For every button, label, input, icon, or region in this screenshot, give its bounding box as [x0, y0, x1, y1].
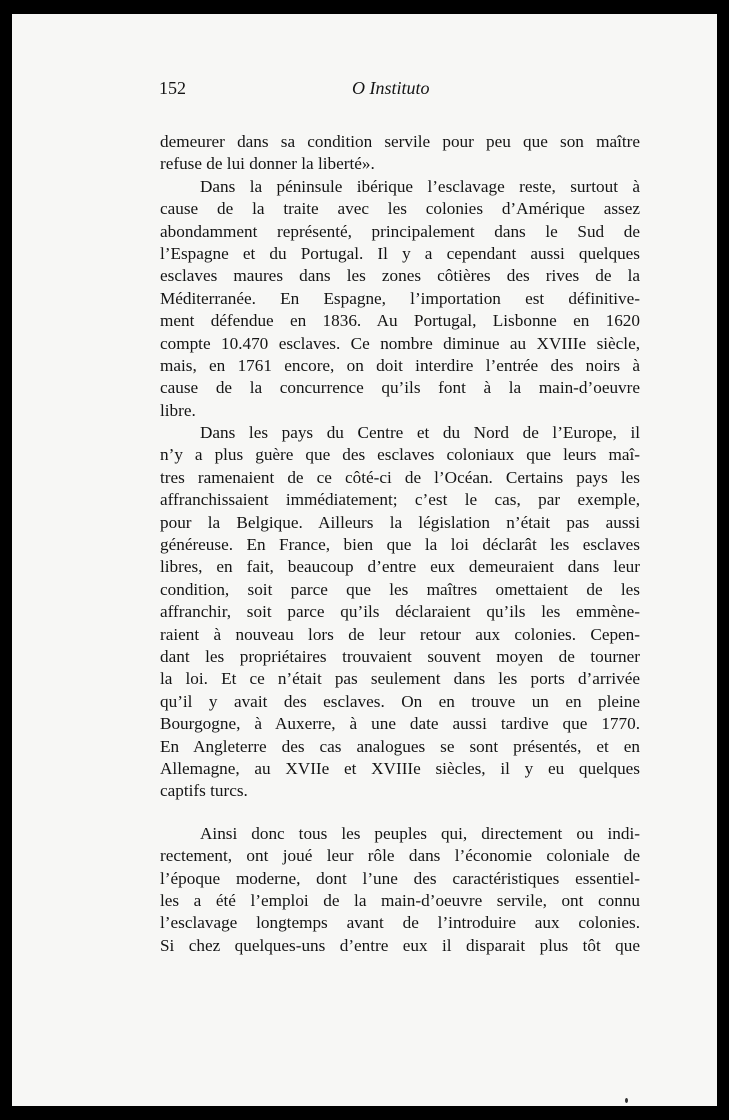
- body-text: [160, 131, 640, 957]
- text-line: généreuse. En France, bien que la loi déclarât les esclaves: [160, 535, 640, 555]
- text-line: Dans les pays du Centre et du Nord de l’Europe, il: [200, 423, 640, 443]
- text-line: compte 10.470 esclaves. Ce nombre diminue au XVIIIe siècle,: [160, 333, 640, 353]
- text-line: libre.: [160, 400, 196, 420]
- text-line: cause de la concurrence qu’ils font à la main-d’oeuvre: [160, 378, 640, 398]
- text-line: Si chez quelques-uns d’entre eux il disparait plus tôt que: [160, 935, 640, 955]
- text-line: l’époque moderne, dont l’une des caractéristiques essentiel-: [160, 868, 640, 888]
- text-line: l’Espagne et du Portugal. Il y a cependant aussi quelques: [160, 243, 640, 263]
- paragraph: [160, 422, 640, 803]
- text-line: affranchir, soit parce qu’ils déclaraient qu’ils les emmène-: [160, 602, 640, 622]
- text-line: Allemagne, au XVIIe et XVIIIe siècles, il y eu quelques: [160, 758, 640, 778]
- text-line: En Angleterre des cas analogues se sont présentés, et en: [160, 736, 640, 756]
- text-line: mais, en 1761 encore, on doit interdire l’entrée des noirs à: [160, 355, 640, 375]
- text-line: Ainsi donc tous les peuples qui, directement ou indi-: [200, 823, 640, 843]
- text-line: tres ramenaient de ce côté-ci de l’Océan. Certains pays les: [160, 467, 640, 487]
- ink-speck: [625, 1098, 628, 1103]
- text-line: l’esclavage longtemps avant de l’introduire aux colonies.: [160, 913, 640, 933]
- text-line: esclaves maures dans les zones côtières des rives de la: [160, 266, 640, 286]
- text-line: raient à nouveau lors de leur retour aux colonies. Cepen-: [160, 624, 640, 644]
- text-line: condition, soit parce que les maîtres omettaient de les: [160, 579, 640, 599]
- text-line: libres, en fait, beaucoup d’entre eux demeuraient dans leur: [160, 557, 640, 577]
- text-line: rectement, ont joué leur rôle dans l’économie coloniale de: [160, 846, 640, 866]
- text-line: refuse de lui donner la liberté».: [160, 154, 375, 174]
- paragraph: [160, 176, 640, 422]
- text-line: la loi. Et ce n’était pas seulement dans les ports d’arrivée: [160, 669, 640, 689]
- text-line: Dans la péninsule ibérique l’esclavage reste, surtout à: [200, 176, 640, 196]
- text-line: affranchissaient immédiatement; c’est le cas, par exemple,: [160, 490, 640, 510]
- text-line: les a été l’emploi de la main-d’oeuvre servile, ont connu: [160, 890, 640, 910]
- text-line: n’y a plus guère que des esclaves coloniaux que leurs maî-: [160, 445, 640, 465]
- text-line: qu’il y avait des esclaves. On en trouve un en pleine: [160, 691, 640, 711]
- paragraph: [160, 823, 640, 957]
- paragraph: [160, 131, 640, 176]
- text-line: cause de la traite avec les colonies d’Amérique assez: [160, 199, 640, 219]
- page-header: [159, 78, 640, 104]
- text-line: dant les propriétaires trouvaient souvent moyen de tourner: [160, 646, 640, 666]
- text-line: Bourgogne, à Auxerre, à une date aussi tardive que 1770.: [160, 714, 640, 734]
- running-title: O Instituto: [352, 78, 430, 98]
- section-gap: [160, 803, 640, 823]
- text-line: Méditerranée. En Espagne, l’importation est définitive-: [160, 288, 640, 308]
- text-line: pour la Belgique. Ailleurs la législation n’était pas aussi: [160, 512, 640, 532]
- text-line: captifs turcs.: [160, 781, 248, 801]
- text-line: demeurer dans sa condition servile pour peu que son maître: [160, 132, 640, 151]
- scanned-page: [12, 14, 717, 1106]
- text-line: ment défendue en 1836. Au Portugal, Lisbonne en 1620: [160, 311, 640, 331]
- page-number: 152: [159, 78, 186, 98]
- text-line: abondamment représenté, principalement dans le Sud de: [160, 221, 640, 241]
